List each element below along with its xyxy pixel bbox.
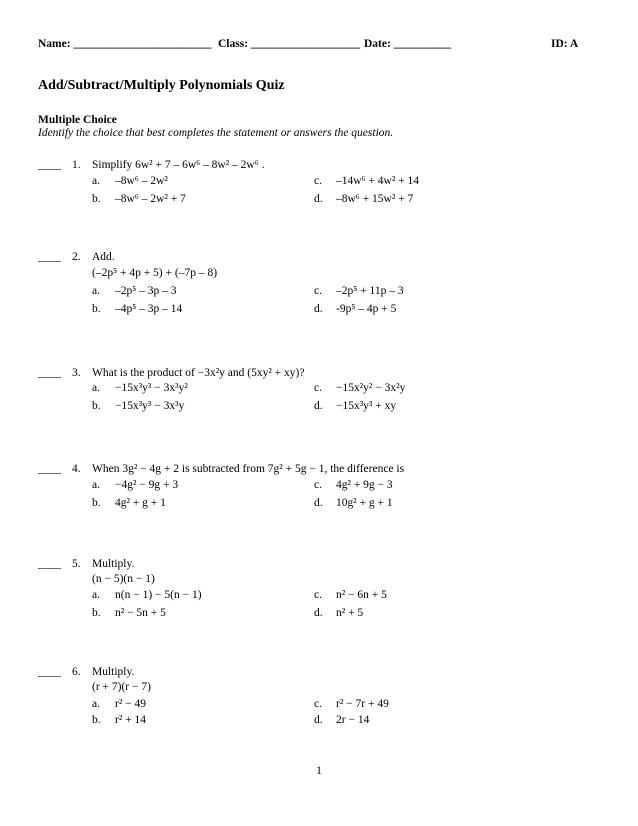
answer-blank[interactable]: ____ xyxy=(38,251,61,263)
choice-label: d. xyxy=(314,714,323,726)
answer-blank[interactable]: ____ xyxy=(38,666,61,678)
section-heading: Multiple Choice xyxy=(38,114,117,126)
choice-d: −15x³y³ + xy xyxy=(336,400,397,412)
answer-blank[interactable]: ____ xyxy=(38,463,61,475)
choice-c: –2p⁵ + 11p – 3 xyxy=(336,285,404,297)
choice-d: n² + 5 xyxy=(336,607,364,619)
choice-d: –8w⁶ + 15w² + 7 xyxy=(336,193,414,205)
choice-c: n² − 6n + 5 xyxy=(336,589,387,601)
choice-a: n(n − 1) − 5(n − 1) xyxy=(115,589,202,601)
choice-label: c. xyxy=(314,698,322,710)
choice-b: 4g² + g + 1 xyxy=(115,497,166,509)
choice-label: a. xyxy=(92,479,100,491)
choice-b: n² − 5n + 5 xyxy=(115,607,166,619)
choice-d: -9p⁵ – 4p + 5 xyxy=(336,303,397,315)
question-expression: (r + 7)(r − 7) xyxy=(92,681,151,693)
question-stem: What is the product of −3x²y and (5xy² + xy)? xyxy=(92,367,305,379)
choice-label: d. xyxy=(314,497,323,509)
choice-c: −15x²y² − 3x²y xyxy=(336,382,406,394)
choice-label: c. xyxy=(314,479,322,491)
date-field-label: Date: __________ xyxy=(364,38,452,50)
quiz-title: Add/Subtract/Multiply Polynomials Quiz xyxy=(38,78,285,93)
question-number: 6. xyxy=(72,666,81,678)
choice-label: d. xyxy=(314,193,323,205)
choice-c: –14w⁶ + 4w² + 14 xyxy=(336,175,420,187)
choice-c: 4g² + 9g − 3 xyxy=(336,479,393,491)
question-stem: Multiply. xyxy=(92,666,135,678)
question-number: 2. xyxy=(72,251,81,263)
name-field-label: Name: ________________________ xyxy=(38,38,212,50)
choice-b: r² + 14 xyxy=(115,714,147,726)
choice-label: c. xyxy=(314,285,322,297)
choice-label: d. xyxy=(314,400,323,412)
choice-label: b. xyxy=(92,607,101,619)
choice-d: 2r − 14 xyxy=(336,714,370,726)
choice-label: c. xyxy=(314,175,322,187)
choice-label: d. xyxy=(314,607,323,619)
question-expression: (n − 5)(n − 1) xyxy=(92,573,155,585)
choice-a: −15x³y³ − 3x³y² xyxy=(115,382,188,394)
question-number: 3. xyxy=(72,367,81,379)
question-stem: When 3g² − 4g + 2 is subtracted from 7g² + 5g − 1, the difference is xyxy=(92,463,405,475)
question-stem: Add. xyxy=(92,251,115,263)
choice-label: a. xyxy=(92,698,100,710)
choice-b: –8w⁶ – 2w² + 7 xyxy=(115,193,186,205)
choice-label: b. xyxy=(92,400,101,412)
choice-label: b. xyxy=(92,714,101,726)
choice-label: a. xyxy=(92,589,100,601)
choice-label: a. xyxy=(92,175,100,187)
choice-label: c. xyxy=(314,589,322,601)
question-number: 1. xyxy=(72,159,81,171)
answer-blank[interactable]: ____ xyxy=(38,159,61,171)
answer-blank[interactable]: ____ xyxy=(38,367,61,379)
choice-d: 10g² + g + 1 xyxy=(336,497,393,509)
question-stem: Multiply. xyxy=(92,558,135,570)
choice-label: d. xyxy=(314,303,323,315)
choice-a: –2p⁵ – 3p – 3 xyxy=(115,285,177,297)
choice-b: −15x³y³ − 3x³y xyxy=(115,400,185,412)
class-field-label: Class: ___________________ xyxy=(218,38,361,50)
question-number: 5. xyxy=(72,558,81,570)
choice-label: b. xyxy=(92,303,101,315)
question-stem: Simplify 6w² + 7 – 6w⁶ – 8w² – 2w⁶ . xyxy=(92,159,265,171)
choice-label: a. xyxy=(92,382,100,394)
choice-a: –8w⁶ – 2w² xyxy=(115,175,168,187)
choice-label: b. xyxy=(92,497,101,509)
id-label: ID: A xyxy=(551,38,579,50)
choice-label: b. xyxy=(92,193,101,205)
choice-label: a. xyxy=(92,285,100,297)
section-instructions: Identify the choice that best completes the statement or answers the question. xyxy=(38,127,394,139)
choice-a: r² − 49 xyxy=(115,698,147,710)
choice-b: –4p⁵ – 3p – 14 xyxy=(115,303,183,315)
choice-a: −4g² − 9g + 3 xyxy=(115,479,179,491)
choice-label: c. xyxy=(314,382,322,394)
page-number: 1 xyxy=(316,765,322,777)
question-expression: (–2p⁵ + 4p + 5) + (–7p – 8) xyxy=(92,267,218,279)
choice-c: r² − 7r + 49 xyxy=(336,698,389,710)
question-number: 4. xyxy=(72,463,81,475)
answer-blank[interactable]: ____ xyxy=(38,558,61,570)
